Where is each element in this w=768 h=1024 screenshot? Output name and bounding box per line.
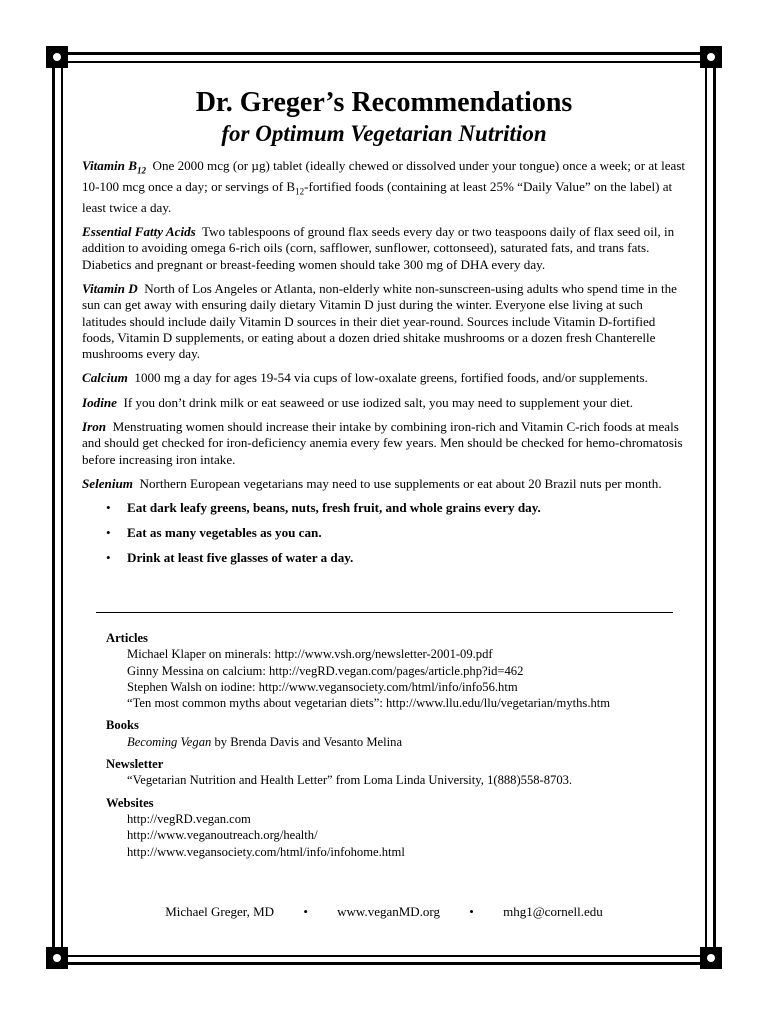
footer [0,904,768,920]
article-link[interactable]: “Ten most common myths about vegetarian diets”: http://www.llu.edu/llu/vegetarian/myths.htm [127,696,611,711]
website-link[interactable]: http://www.veganoutreach.org/health/ [127,828,318,843]
nutrient-selenium [82,476,686,492]
nutrient-vitamin-b12 [82,158,686,216]
book-title: Becoming Vegan [127,734,212,749]
book-authors: by Brenda Davis and Vesanto Melina [211,734,403,749]
article-link[interactable]: Ginny Messina on calcium: http://vegRD.vegan.com/pages/article.php?id=462 [127,663,524,678]
corner-ornament-icon [46,46,68,68]
newsletter-item: “Vegetarian Nutrition and Health Letter” from Loma Linda University, 1(888)558-8703. [127,773,573,788]
nutrient-term: Vitamin D [82,281,138,296]
nutrient-text: Two tablespoons of ground flax seeds every day or two teaspoons daily of flax seed oil, in addition to avoiding omega 6-rich oils (corn, safflower, sunflower, cottonseed), saturated fats, and trans fats. Diabetics and pregnant or breast-feeding women should take 300 mg of DHA every day. [82,224,675,272]
section-heading: Newsletter [106,757,164,772]
websites-section [106,795,686,860]
article-link[interactable]: Michael Klaper on minerals: http://www.vsh.org/newsletter-2001-09.pdf [127,647,493,662]
nutrient-iodine [82,395,686,411]
separator-bullet: • [469,904,474,919]
author-name: Michael Greger, MD [165,904,275,919]
nutrient-term: Calcium [82,370,128,386]
main-content [82,86,686,575]
page-title: Dr. Greger’s Recommendations [195,87,573,118]
nutrient-text: 1000 mg a day for ages 19-54 via cups of low-oxalate greens, fortified foods, and/or supplements. [134,370,648,386]
books-section [106,717,686,750]
nutrient-term: Vitamin $B_{12}$ [82,158,146,176]
corner-ornament-icon [46,947,68,969]
bullet-item: • Eat dark leafy greens, beans, nuts, fresh fruit, and whole grains every day. [82,500,686,516]
recommendation-bullets [82,500,686,566]
bullet-item: • Eat as many vegetables as you can. [82,525,686,541]
nutrient-term: Iron [82,419,107,435]
section-heading: Websites [106,795,154,810]
nutrient-text: North of Los Angeles or Atlanta, non-elderly white non-sunscreen-using adults who spend time in the sun can get away with ensuring daily dietary Vitamin D just during the winter. Everyone else living at such latitudes should include daily Vitamin D sources in their diet year-round. Sources include Vitamin D-fortified foods, Vitamin D supplements, or eating about a dozen dried shitake mushrooms or a dozen fresh Chanterelle mushrooms every day. [82,281,677,362]
separator-bullet: • [303,904,308,919]
nutrient-calcium [82,370,686,386]
newsletter-section [106,756,686,789]
resources-section [106,630,686,866]
nutrient-term: Iodine [82,394,117,410]
section-heading: Books [106,718,139,733]
bullet-item: • Drink at least five glasses of water a day. [82,550,686,566]
corner-ornament-icon [700,46,722,68]
footer-email-link[interactable]: mhg1@cornell.edu [503,904,603,919]
website-link[interactable]: http://vegRD.vegan.com [127,811,251,826]
nutrient-text: One 2000 mcg (or µg) tablet (ideally chewed or dissolved under your tongue) once a week; or at least 10-100 mcg once a day; or servings of $B_{12}$-fortified foods (containing at least 25% “Daily Value” on the label) at least twice a day. [82,158,686,215]
section-divider [96,612,673,613]
book-item [106,734,686,750]
nutrient-text: If you don’t drink milk or eat seaweed or use iodized salt, you may need to supplement your diet. [123,394,634,410]
nutrient-essential-fatty-acids [82,224,686,273]
footer-website-link[interactable]: www.veganMD.org [337,904,441,919]
nutrient-text: Menstruating women should increase their intake by combining iron-rich and Vitamin C-rich foods at meals and should get checked for iron-deficiency anemia every few years. Men should be checked for hemo-chromatosis before increasing iron intake. [82,419,683,467]
website-link[interactable]: http://www.vegansociety.com/html/info/infohome.html [127,844,405,859]
nutrient-term: Essential Fatty Acids [82,224,196,240]
nutrient-text: Northern European vegetarians may need to use supplements or eat about 20 Brazil nuts per month. [139,475,662,491]
articles-section [106,630,686,711]
nutrient-term: Selenium [82,475,133,491]
article-link[interactable]: Stephen Walsh on iodine: http://www.vegansociety.com/html/info/info56.htm [127,679,518,694]
corner-ornament-icon [700,947,722,969]
nutrient-iron [82,419,686,468]
section-heading: Articles [106,631,148,645]
page-subtitle: for Optimum Vegetarian Nutrition [221,121,547,146]
nutrient-vitamin-d [82,281,686,362]
